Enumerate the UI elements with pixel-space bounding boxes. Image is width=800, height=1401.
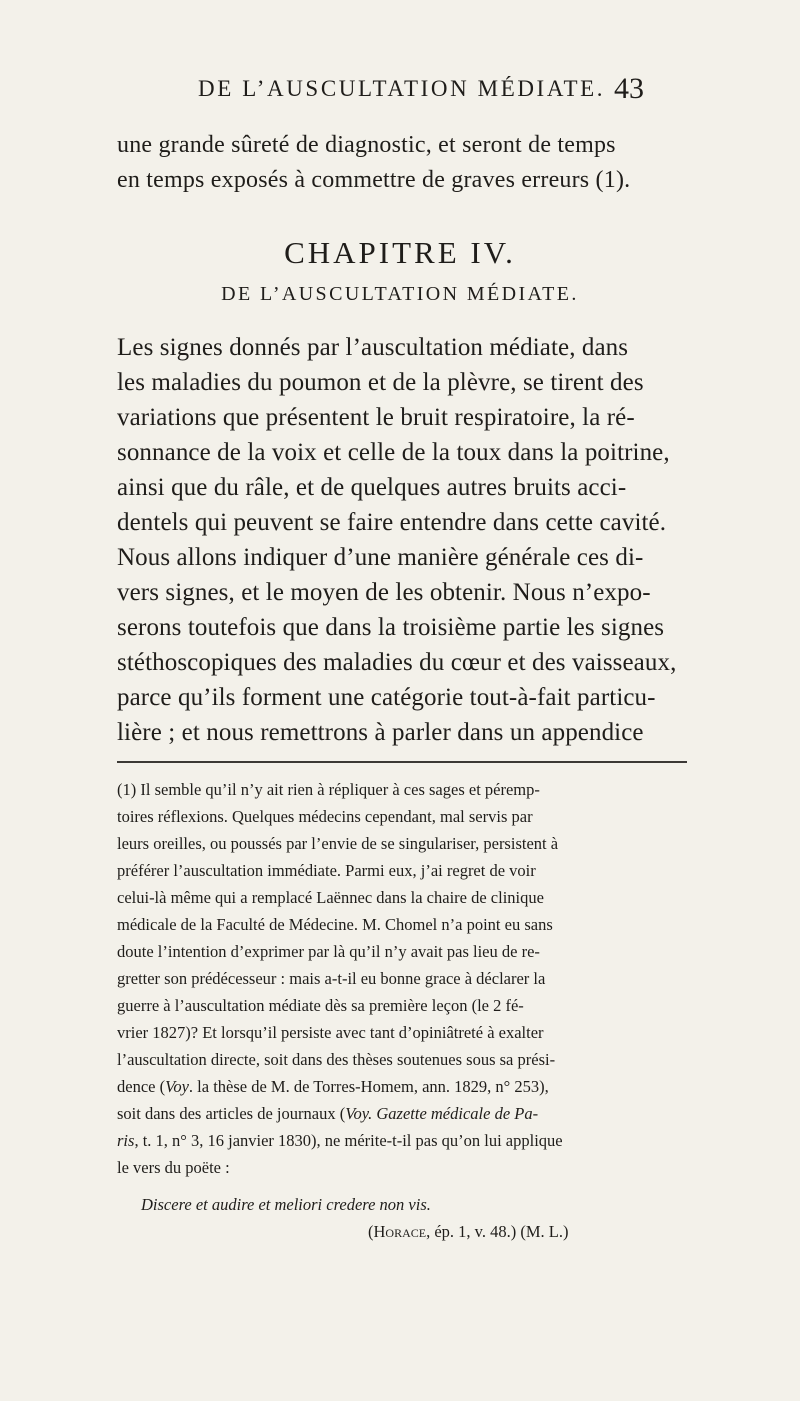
footnote-line: toires réflexions. Quelques médecins cependant, mal servis par <box>117 807 533 826</box>
body-line: en temps exposés à commettre de graves erreurs (1). <box>117 167 631 193</box>
footnote-text: dence ( <box>117 1077 166 1096</box>
citation-text: ( <box>368 1222 374 1241</box>
footnote-line <box>117 1133 687 1150</box>
running-header <box>0 72 800 116</box>
footnote-italic-text: Voy <box>165 1077 189 1096</box>
footnote-line: leurs oreilles, ou poussés par l’envie de se singulariser, persistent à <box>117 834 559 853</box>
footnote-text: , t. 1, n° 3, 16 janvier 1830), ne mérite-t-il pas qu’on lui applique <box>134 1131 563 1150</box>
paragraph-line: ainsi que du râle, et de quelques autres bruits acci- <box>117 474 627 501</box>
paragraph-line: Les signes donnés par l’auscultation médiate, dans <box>117 334 629 361</box>
footnote-line: guerre à l’auscultation médiate dès sa première leçon (le 2 fé- <box>117 996 524 1015</box>
body-line: une grande sûreté de diagnostic, et seront de temps <box>117 132 616 158</box>
footnote-line: doute l’intention d’exprimer par là qu’il n’y avait pas lieu de re- <box>117 942 540 961</box>
citation-author: Horace <box>373 1222 427 1241</box>
footnote-line: l’auscultation directe, soit dans des thèses soutenues sous sa prési- <box>117 1050 556 1069</box>
section-heading: DE L’AUSCULTATION MÉDIATE. <box>221 283 579 305</box>
citation-text: , ép. 1, v. 48.) (M. L.) <box>426 1222 569 1241</box>
paragraph-line: parce qu’ils forment une catégorie tout-à-fait particu- <box>117 684 656 711</box>
paragraph-line: Nous allons indiquer d’une manière générale ces di- <box>117 544 644 571</box>
footnote-line: médicale de la Faculté de Médecine. M. Chomel n’a point eu sans <box>117 915 553 934</box>
footnote-line: le vers du poëte : <box>117 1158 230 1177</box>
paragraph-line: stéthoscopiques des maladies du cœur et des vaisseaux, <box>117 649 677 676</box>
footnote-text: . la thèse de M. de Torres-Homem, ann. 1829, n° 253), <box>188 1077 549 1096</box>
paragraph-line: serons toutefois que dans la troisième partie les signes <box>117 614 665 641</box>
paragraph-line: variations que présentent le bruit respiratoire, la ré- <box>117 404 635 431</box>
footnote-line: celui-là même qui a remplacé Laënnec dans la chaire de clinique <box>117 888 544 907</box>
footnote-italic-text: Voy. Gazette médicale de Pa- <box>345 1104 539 1123</box>
footnote-line: préférer l’auscultation immédiate. Parmi eux, j’ai regret de voir <box>117 861 536 880</box>
latin-quotation: Discere et audire et meliori credere non vis. <box>141 1195 431 1214</box>
footnote-line <box>117 1079 687 1096</box>
quotation-citation <box>368 1224 687 1241</box>
paragraph-line: lière ; et nous remettrons à parler dans un appendice <box>117 719 644 746</box>
footnote-line <box>117 1106 687 1123</box>
footnote-rule <box>117 761 687 763</box>
chapter-title: CHAPITRE IV. <box>284 235 516 270</box>
paragraph-line: dentels qui peuvent se faire entendre dans cette cavité. <box>117 509 667 536</box>
paragraph-line: vers signes, et le moyen de les obtenir. Nous n’expo- <box>117 579 651 606</box>
footnote-line: (1) Il semble qu’il n’y ait rien à répliquer à ces sages et péremp- <box>117 780 540 799</box>
running-title: DE L’AUSCULTATION MÉDIATE. <box>198 76 606 101</box>
paragraph-line: les maladies du poumon et de la plèvre, se tirent des <box>117 369 644 396</box>
footnote-line: vrier 1827)? Et lorsqu’il persiste avec tant d’opiniâtreté à exalter <box>117 1023 544 1042</box>
footnote-text: soit dans des articles de journaux ( <box>117 1104 346 1123</box>
footnote-line: gretter son prédécesseur : mais a-t-il eu bonne grace à déclarer la <box>117 969 546 988</box>
paragraph-line: sonnance de la voix et celle de la toux dans la poitrine, <box>117 439 670 466</box>
footnote-italic-text: ris <box>117 1131 135 1150</box>
page-number: 43 <box>614 72 644 105</box>
